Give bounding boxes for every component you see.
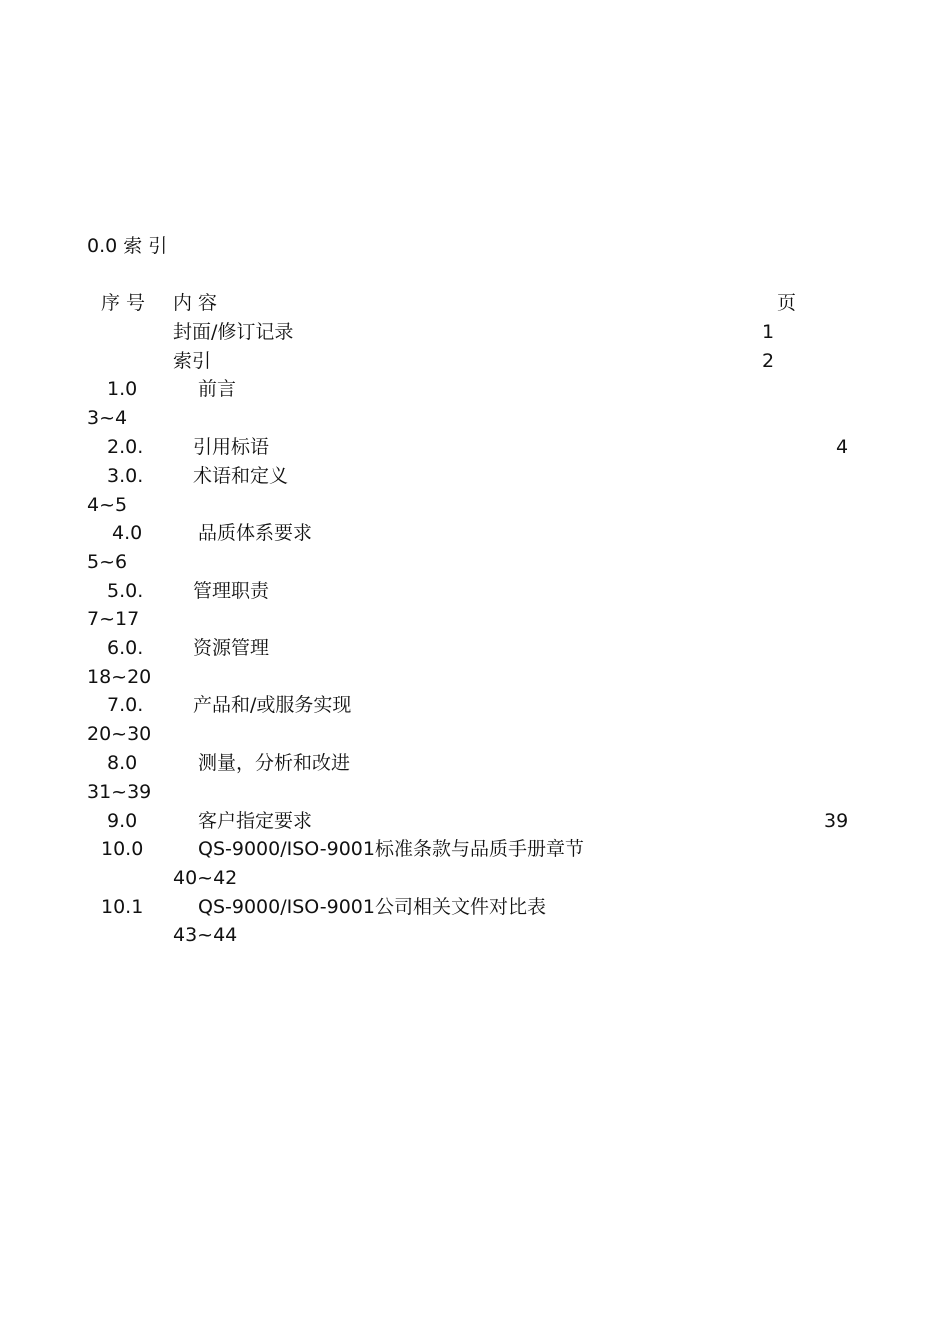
entry-page: 1 bbox=[762, 321, 775, 343]
entry-title: 引用标语 bbox=[193, 436, 270, 458]
entry-title: QS-9000/ISO-9001公司相关文件对比表 bbox=[198, 896, 546, 918]
entry-seq: 5.0. bbox=[107, 580, 144, 602]
entry-page: 43~44 bbox=[173, 924, 238, 946]
entry-seq: 2.0. bbox=[107, 436, 144, 458]
entry-title: 管理职责 bbox=[193, 580, 270, 602]
entry-page: 4 bbox=[836, 436, 849, 458]
entry-title: 资源管理 bbox=[193, 637, 270, 659]
entry-seq: 4.0 bbox=[112, 522, 143, 544]
entry-title: 术语和定义 bbox=[193, 465, 289, 487]
entry-title: 前言 bbox=[198, 378, 237, 400]
entry-page: 4~5 bbox=[87, 494, 128, 516]
entry-page: 5~6 bbox=[87, 551, 128, 573]
entry-seq: 8.0 bbox=[107, 752, 138, 774]
entry-seq: 7.0. bbox=[107, 694, 144, 716]
header-content: 内 容 bbox=[173, 292, 218, 314]
entry-page: 2 bbox=[762, 350, 775, 372]
page-title: 0.0 索 引 bbox=[87, 235, 168, 257]
entry-seq: 6.0. bbox=[107, 637, 144, 659]
entry-page: 7~17 bbox=[87, 608, 140, 630]
entry-seq: 1.0 bbox=[107, 378, 138, 400]
entry-page: 3~4 bbox=[87, 407, 128, 429]
entry-title: 品质体系要求 bbox=[198, 522, 313, 544]
entry-title: 客户指定要求 bbox=[198, 810, 313, 832]
entry-seq: 10.0 bbox=[101, 838, 144, 860]
entry-seq: 3.0. bbox=[107, 465, 144, 487]
entry-title: QS-9000/ISO-9001标准条款与品质手册章节 bbox=[198, 838, 584, 860]
entry-seq: 9.0 bbox=[107, 810, 138, 832]
header-seq: 序 号 bbox=[101, 292, 146, 314]
header-page: 页 bbox=[777, 292, 797, 314]
entry-page: 31~39 bbox=[87, 781, 152, 803]
entry-title: 测量，分析和改进 bbox=[198, 752, 351, 774]
entry-title: 索引 bbox=[173, 350, 212, 372]
entry-title: 封面/修订记录 bbox=[173, 321, 294, 343]
entry-seq: 10.1 bbox=[101, 896, 144, 918]
entry-page: 18~20 bbox=[87, 666, 152, 688]
entry-page: 20~30 bbox=[87, 723, 152, 745]
entry-page: 40~42 bbox=[173, 867, 238, 889]
entry-title: 产品和/或服务实现 bbox=[193, 694, 352, 716]
entry-page: 39 bbox=[824, 810, 849, 832]
